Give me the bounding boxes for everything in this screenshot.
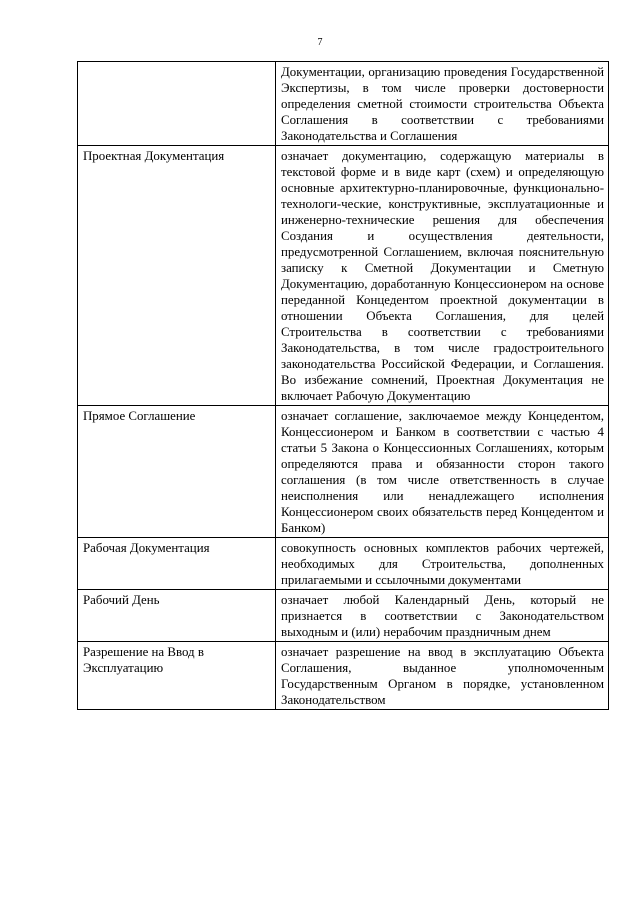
definition-cell: означает соглашение, заключаемое между Концедентом, Концессионером и Банком в соответствии с частью 4 статьи 5 Закона о Концессионных Соглашениях, которым определяются права и обязанности сторон такого соглашения (в том числе ответственность в случае неисполнения или ненадлежащего исполнения Концессионером своих обязательств перед Концедентом и Банком): [276, 406, 609, 538]
term-cell: Прямое Соглашение: [78, 406, 276, 538]
page-number: 7: [317, 37, 323, 48]
term-cell: [78, 62, 276, 146]
definition-cell: Документации, организацию проведения Государственной Экспертизы, в том числе проверки достоверности определения сметной стоимости строительства Объекта Соглашения в соответствии с требованиями Законодательства и Соглашения: [276, 62, 609, 146]
table-row: [78, 590, 609, 642]
table-row: [78, 146, 609, 406]
definition-cell: совокупность основных комплектов рабочих чертежей, необходимых для Строительства, дополненных прилагаемыми и ссылочными документами: [276, 538, 609, 590]
table-row: [78, 642, 609, 710]
table-row: [78, 62, 609, 146]
table-row: [78, 406, 609, 538]
definition-cell: означает документацию, содержащую материалы в текстовой форме и в виде карт (схем) и определяющую основные архитектурно-планировочные, функционально-технологи-ческие, конструктивные, эксплуатационные и инженерно-технические решения для обеспечения Создания и осуществления деятельности, предусмотренной Соглашением, включая пояснительную записку к Сметной Документации и Сметную Документацию, доработанную Концессионером на основе переданной Концедентом проектной документации в отношении Объекта Соглашения, для целей Строительства в соответствии с требованиями Законодательства, в том числе градостроительного законодательства Российской Федерации, и Соглашения. Во избежание сомнений, Проектная Документация не включает Рабочую Документацию: [276, 146, 609, 406]
definition-cell: означает любой Календарный День, который не признается в соответствии с Законодательством выходным и (или) нерабочим праздничным днем: [276, 590, 609, 642]
term-cell: Разрешение на Ввод в Эксплуатацию: [78, 642, 276, 710]
term-cell: Рабочая Документация: [78, 538, 276, 590]
definition-cell: означает разрешение на ввод в эксплуатацию Объекта Соглашения, выданное уполномоченным Государственным Органом в порядке, установленном Законодательством: [276, 642, 609, 710]
table-row: [78, 538, 609, 590]
term-cell: Проектная Документация: [78, 146, 276, 406]
term-cell: Рабочий День: [78, 590, 276, 642]
definitions-table: [77, 61, 609, 710]
